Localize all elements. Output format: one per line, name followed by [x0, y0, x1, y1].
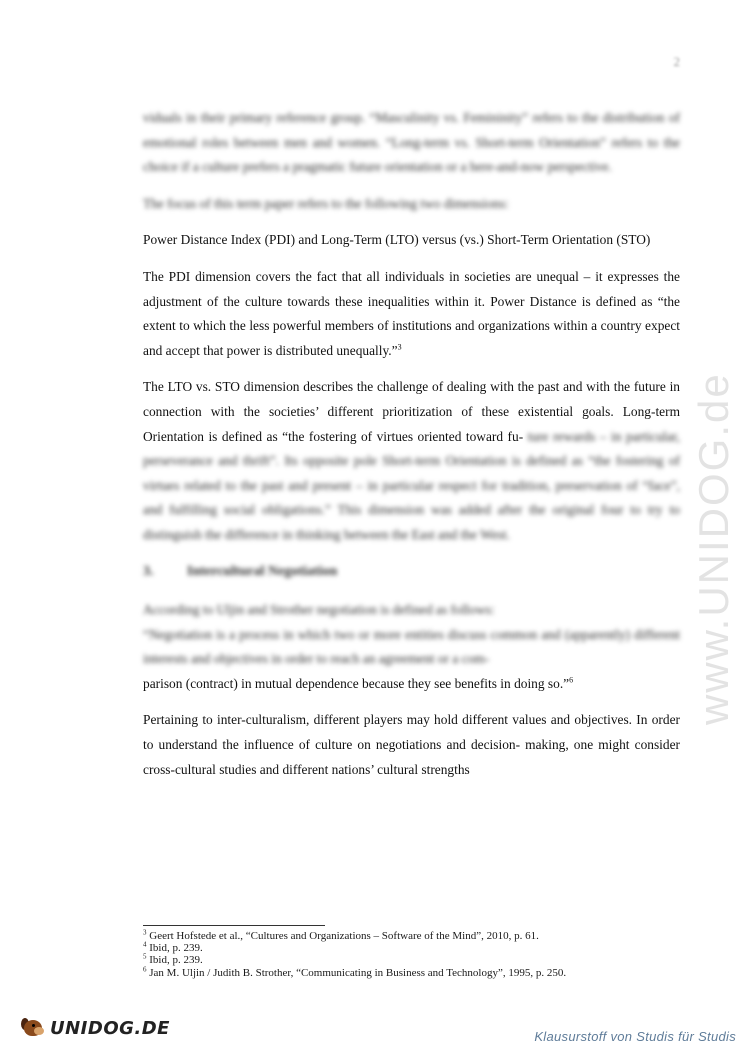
document-body	[143, 106, 680, 794]
unidog-logo[interactable]	[18, 1014, 170, 1042]
footnote	[143, 964, 683, 979]
footnote-ref: 3	[397, 342, 402, 352]
footnotes	[143, 930, 683, 979]
footnote	[143, 954, 683, 966]
footnote	[143, 942, 683, 954]
section-number: 3.	[143, 563, 154, 579]
footnote-text: Ibid, p. 239.	[149, 954, 203, 967]
footnote-text: Geert Hofstede et al., “Cultures and Organizations – Software of the Mind”, 2010, p. 61.	[149, 930, 539, 942]
dimensions-line: Power Distance Index (PDI) and Long-Term (LTO) versus (vs.) Short-Term Orientation (STO)	[143, 232, 651, 248]
section-title: Intercultural Negotiation	[187, 563, 338, 579]
closing-paragraph: Pertaining to inter-culturalism, different players may hold different values and objectives. In order to understand the influence of culture on negotiations and decision- making, one might consider cross-cultural studies and different nations’ cultural strengths	[143, 712, 680, 777]
logo-text: UNIDOG.DE	[50, 1017, 170, 1039]
pdi-text: The PDI dimension covers the fact that all individuals in societies are unequal – it expresses the adjustment of the culture towards these inequalities within it. Power Distance is defined as “the extent to which the less powerful members of institutions and organizations within a country expect and accept that power is distributed unequally.”	[143, 268, 680, 358]
footnote-text: Jan M. Uljin / Judith B. Strother, “Communicating in Business and Technology”, 1995, p. 250.	[149, 966, 567, 979]
section-heading	[143, 560, 680, 585]
negotiation-quote: “Negotiation is a process in which two or more entities discuss common and (apparently) different interests and objectives in order to reach an agreement or a com-	[143, 626, 680, 667]
lto-paragraph	[143, 375, 680, 547]
footnote-number: 3	[143, 928, 147, 937]
blurred-paragraph: The focus of this term paper refers to the following two dimensions:	[143, 195, 509, 211]
negotiation-quote-end: parison (contract) in mutual dependence because they see benefits in doing so.”	[143, 675, 570, 691]
blurred-paragraph: viduals in their primary reference group. “Masculinity vs. Femininity” refers to the distribution of emotional roles between men and women. “Long-term vs. Short-term Orientation” refers to the choice if a culture prefers a pragmatic future orientation or a here-and-now perspective.	[143, 110, 680, 175]
footnote-number: 4	[143, 940, 147, 949]
footnote-text: Ibid, p. 239.	[149, 942, 203, 955]
lto-clear-text: The LTO vs. STO dimension describes the challenge of dealing with the past and with the future in connection with the societies’ different prioritization of these existential goals. Long-term Orientation is defined as “the fostering of virtues oriented toward fu-	[143, 379, 680, 444]
dog-icon	[18, 1014, 46, 1042]
footnote-number: 6	[143, 964, 147, 973]
pdi-paragraph	[143, 265, 680, 363]
footnote-ref: 6	[569, 675, 574, 685]
page-number: 2	[673, 54, 680, 69]
footnote	[143, 930, 683, 942]
footer-slogan: Klausurstoff von Studis für Studis	[534, 1029, 736, 1044]
negotiation-paragraph	[143, 598, 680, 696]
footnote-number: 5	[143, 952, 147, 961]
footnote-divider	[143, 925, 325, 926]
negotiation-intro: According to Uljin and Strother negotiation is defined as follows:	[143, 602, 495, 618]
watermark: www.UNIDOG.de	[690, 372, 737, 725]
lto-blurred-text: ture rewards – in particular, perseverance and thrift”. Its opposite pole Short-term Orientation is defined as “the fostering of virtues related to the past and present – in particular respect for tradition, preservation of “face”, and fulfilling social obligations.” This dimension was added after the original four to try to distinguish the difference in thinking between the East and the West.	[143, 428, 680, 542]
